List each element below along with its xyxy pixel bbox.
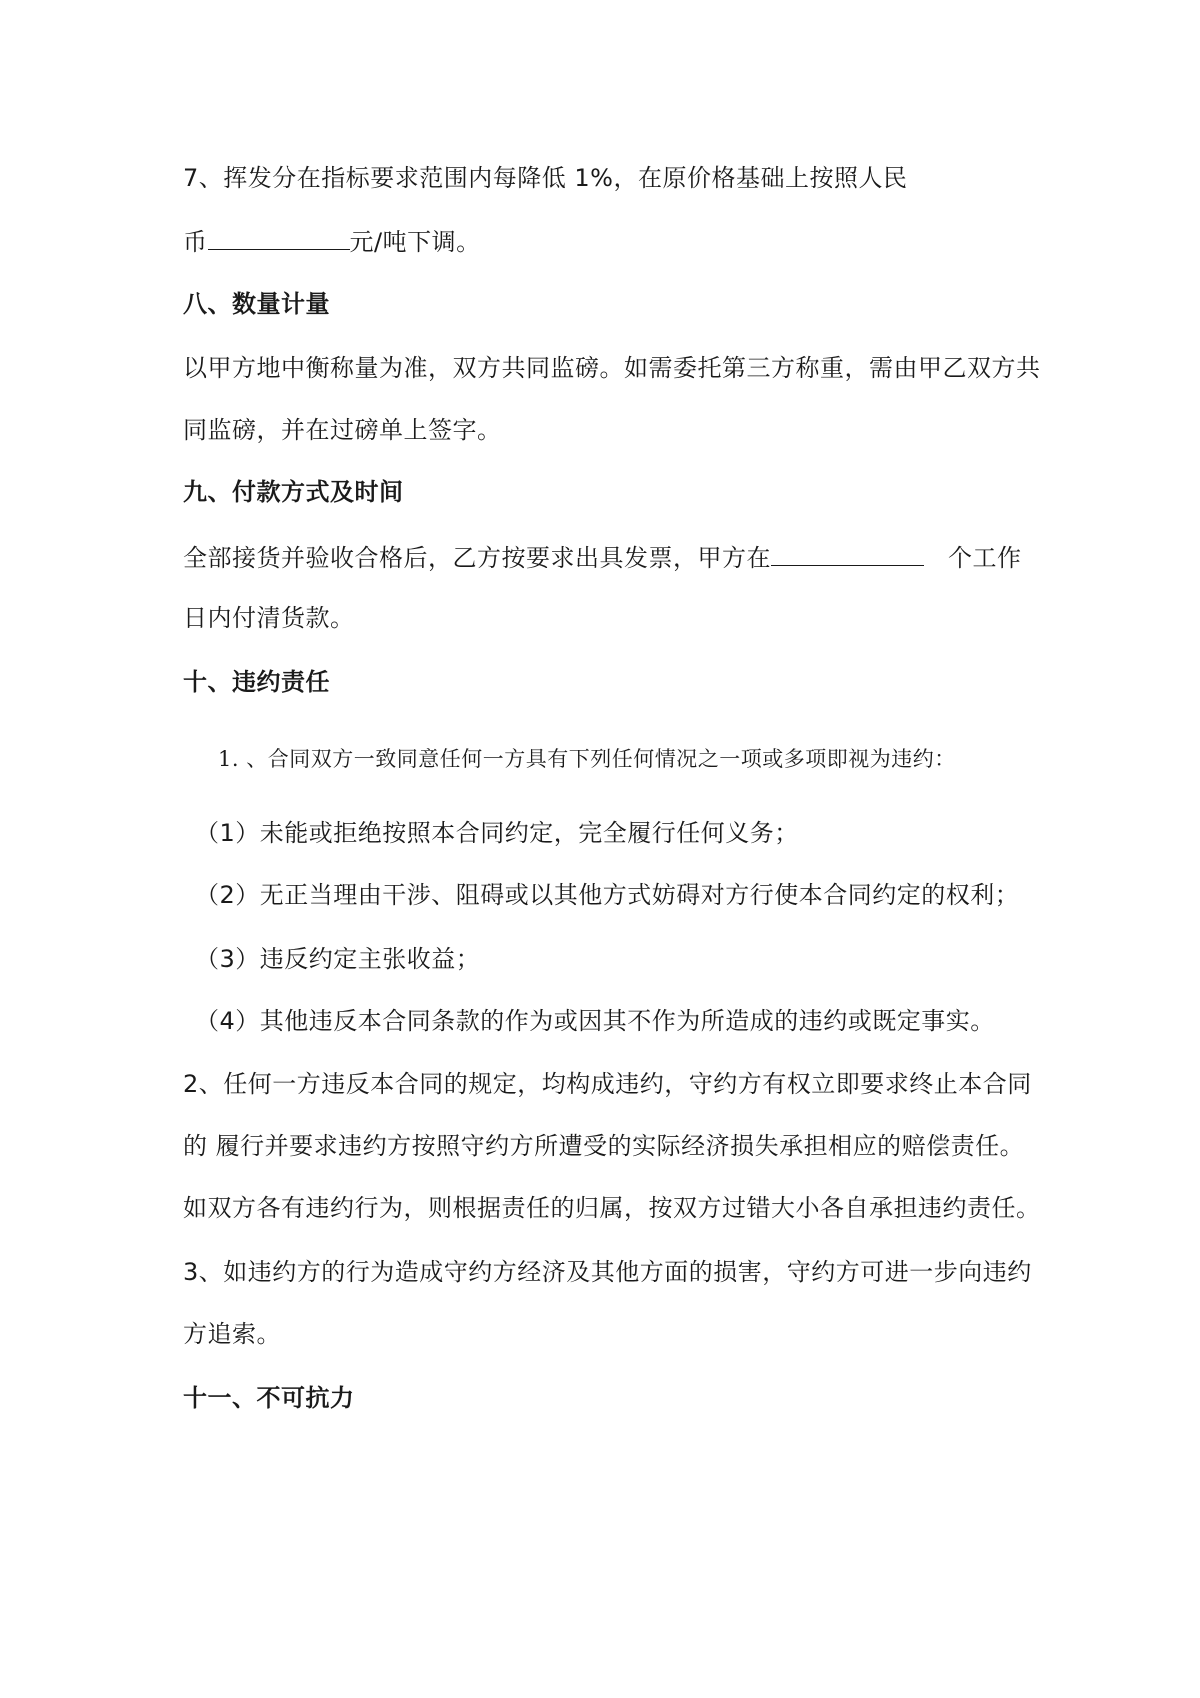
clause-7-line-1 [183, 163, 907, 193]
section-8-line-2: 同监磅，并在过磅单上签字。 [183, 416, 502, 444]
clause-2-line-3: 如双方各有违约行为，则根据责任的归属，按双方过错大小各自承担违约责任。 [183, 1194, 1041, 1222]
clause-3-line-2: 方追索。 [183, 1320, 281, 1348]
payment-text: 全部接货并验收合格后，乙方按要求出具发票，甲方在 [183, 544, 771, 572]
breach-item-3: （3）违反约定主张收益； [195, 945, 481, 973]
section-9-line-1 [183, 541, 1022, 573]
price-unit: 元/吨下调。 [349, 228, 481, 256]
workdays-blank[interactable] [771, 541, 924, 566]
price-blank[interactable] [208, 225, 350, 250]
breach-item-1: （1）未能或拒绝按照本合同约定，完全履行任何义务； [195, 819, 799, 847]
section-9-title: 九、付款方式及时间 [183, 478, 404, 506]
clause-7-text: 7、挥发分在指标要求范围内每降低 1%，在原价格基础上按照人民 [183, 164, 908, 192]
clause-2-line-1: 2、任何一方违反本合同的规定，均构成违约，守约方有权立即要求终止本合同 [183, 1070, 1032, 1098]
section-11-title: 十一、不可抗力 [183, 1384, 355, 1412]
section-8-title: 八、数量计量 [183, 290, 330, 318]
workdays-unit: 个工作 [948, 544, 1022, 572]
clause-2-line-2: 的 履行并要求违约方按照守约方所遭受的实际经济损失承担相应的赔偿责任。 [183, 1132, 1025, 1160]
breach-item-4: （4）其他违反本合同条款的作为或因其不作为所造成的违约或既定事实。 [195, 1007, 995, 1035]
breach-item-2: （2）无正当理由干涉、阻碍或以其他方式妨碍对方行使本合同约定的权利； [195, 881, 1020, 909]
currency-prefix: 币 [183, 228, 208, 256]
clause-7-line-2 [183, 225, 481, 257]
section-9-line-2: 日内付清货款。 [183, 604, 355, 632]
section-10-title: 十、违约责任 [183, 668, 330, 696]
section-8-line-1: 以甲方地中衡称量为准，双方共同监磅。如需委托第三方称重，需由甲乙双方共 [183, 354, 1041, 382]
section-10-intro: 1. 、合同双方一致同意任何一方具有下列任何情况之一项或多项即视为违约： [218, 747, 956, 771]
clause-3-line-1: 3、如违约方的行为造成守约方经济及其他方面的损害，守约方可进一步向违约 [183, 1258, 1032, 1286]
